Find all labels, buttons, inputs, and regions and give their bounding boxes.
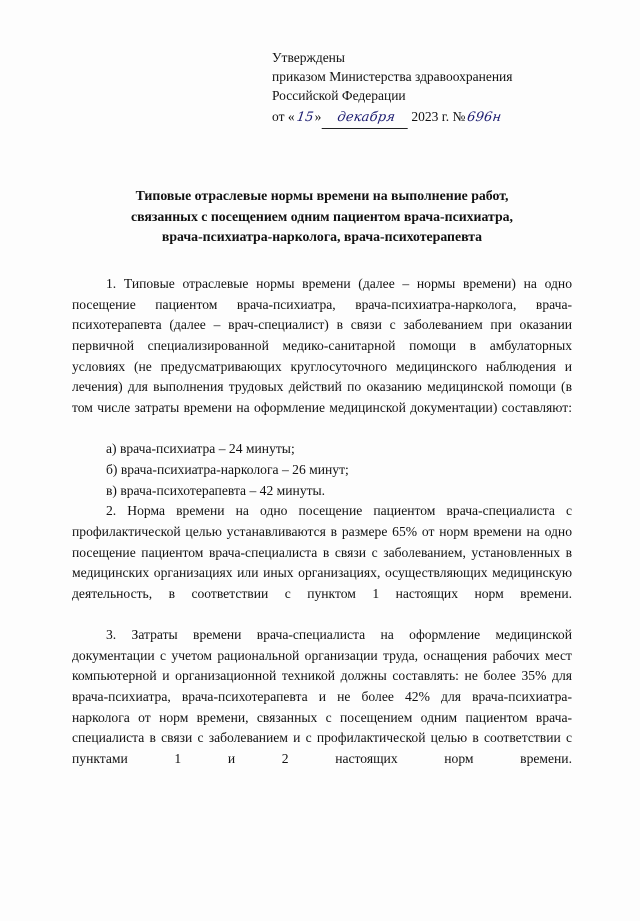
- document-body: [72, 274, 572, 790]
- date-prefix: от «: [272, 109, 295, 125]
- document-content: [72, 48, 572, 790]
- page-title: [72, 186, 572, 248]
- approval-date-line: [272, 107, 572, 129]
- approval-block: [272, 48, 572, 130]
- approval-line-2: приказом Министерства здравоохранения: [272, 69, 513, 85]
- date-month-value: декабря: [322, 109, 411, 129]
- title-line-1: Типовые отраслевые нормы времени на выполнение работ,: [135, 187, 509, 203]
- date-quote-close: »: [314, 109, 322, 125]
- date-day-value: 15: [295, 110, 315, 126]
- approval-line-3: Российской Федерации: [272, 88, 406, 104]
- paragraph-item-b: б) врача-психиатра-нарколога – 26 минут;: [106, 461, 349, 477]
- date-year-label: 2023 г. №: [411, 109, 466, 125]
- paragraph-item-v: в) врача-психотерапевта – 42 минуты.: [106, 482, 326, 498]
- paragraph-item-a: а) врача-психиатра – 24 минуты;: [106, 441, 295, 457]
- title-line-3: врача-психиатра-нарколога, врача-психотерапевта: [161, 229, 483, 245]
- order-number-value: 696н: [466, 110, 503, 126]
- paragraph-2: 2. Норма времени на одно посещение пациентом врача-специалиста с профилактической целью устанавливаются в размере 65% от норм времени на одно посещение пациентом врача-специалиста в связи с заболеванием, установленных в медицинских организациях или иных организациях, осуществляющих медицинскую деятельность, в соответствии с пунктом 1 настоящих норм времени.: [72, 503, 572, 601]
- paragraph-1: 1. Типовые отраслевые нормы времени (далее – нормы времени) на одно посещение пациентом врача-психиатра, врача-психиатра-нарколога, врача-психотерапевта (далее – врач-специалист) в связи с заболеванием при оказании первичной специализированной медико-санитарной помощи в амбулаторных условиях (не предусматривающих круглосуточного медицинского наблюдения и лечения) для выполнения трудовых действий по оказанию медицинской помощи (в том числе затраты времени на оформление медицинской документации) составляют:: [72, 275, 572, 415]
- title-line-2: связанных с посещением одним пациентом врача-психиатра,: [130, 208, 514, 224]
- approval-line-1: Утверждены: [272, 50, 345, 65]
- paragraph-3: 3. Затраты времени врача-специалиста на оформление медицинской документации с учетом рациональной организации труда, оснащения рабочих мест компьютерной и организационной техникой должны составлять: не более 35% для врача-психиатра, врача-психотерапевта и не более 42% для врача-психиатра-нарколога от норм времени, связанных с посещением одним пациентом врача-специалиста в связи с заболеванием и с профилактической целью в соответствии с пунктами 1 и 2 настоящих норм времени.: [72, 627, 572, 767]
